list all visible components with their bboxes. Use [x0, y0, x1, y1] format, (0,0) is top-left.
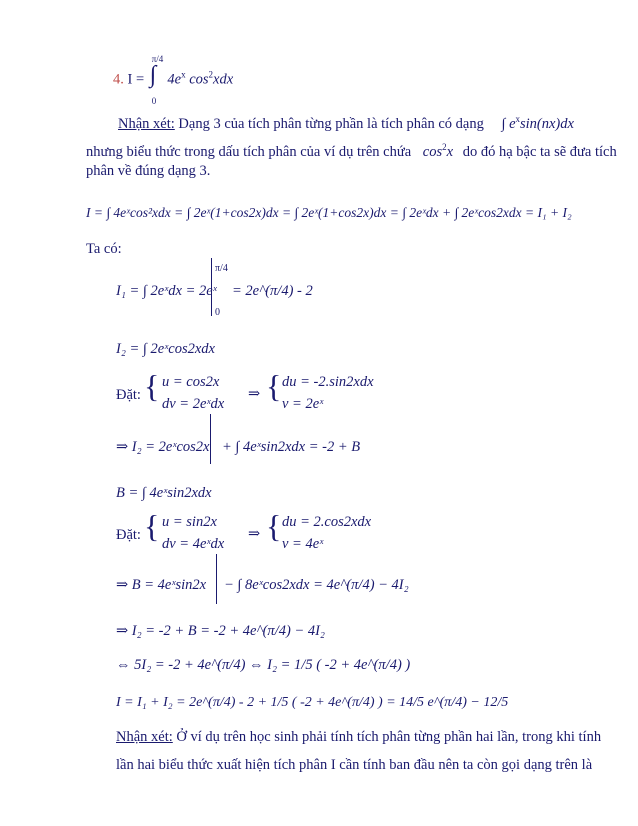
remark-2-label: Nhận xét: — [116, 729, 173, 745]
remark-form-sin: sin(nx)dx — [520, 115, 574, 132]
bar1-upper: π/4 — [215, 263, 228, 274]
implies-2-tail-text: − ∫ 8eˣcos2xdx = 4e^(π/4) − 4I₂ — [224, 577, 409, 593]
dat2-brace-left: { — [144, 508, 160, 544]
equation-main-text: I = ∫ 4eˣcos²xdx = ∫ 2eˣ(1+cos2x)dx = ∫ 2eˣ(1+cos2x)dx = ∫ 2eˣdx + ∫ 2eˣcos2xdx = I₁ + I₂ — [86, 205, 572, 220]
equation-main — [86, 204, 572, 222]
i1-result-text: = 2e^(π/4) - 2 — [232, 283, 313, 299]
dat2-text: Đặt: — [116, 527, 141, 543]
implies-4 — [116, 656, 410, 674]
remark-2 — [116, 728, 601, 746]
paragraph-line-2 — [86, 162, 210, 180]
implies-1-tail-text: + ∫ 4eˣsin2xdx = -2 + B — [222, 439, 361, 455]
taco-text: Ta có: — [86, 241, 122, 257]
implies-3-text: ⇒ I₂ = -2 + B = -2 + 4e^(π/4) − 4I₂ — [116, 623, 325, 639]
eval-bar-3 — [216, 554, 217, 604]
implies-1-tail — [222, 438, 360, 456]
dat2-dv — [162, 535, 224, 553]
dat2-du — [282, 513, 371, 531]
dat2-u — [162, 513, 217, 531]
integrand-xdx: xdx — [213, 71, 234, 88]
dat1-du — [282, 373, 374, 391]
dat1-u-text: u = cos2x — [162, 374, 220, 390]
problem-number: 4. — [113, 71, 124, 88]
para1-x: x — [446, 143, 454, 160]
integrand-4e: 4e — [167, 71, 182, 88]
bar1-lower: 0 — [215, 307, 220, 318]
implies-2-tail — [224, 576, 409, 594]
implies-2-text: ⇒ B = 4eˣsin2x — [116, 577, 207, 593]
i1-line — [116, 282, 217, 300]
problem-header: 4. I = π/4 ∫ 0 $4e^x$ $\cos^2xdx$ — [113, 54, 234, 106]
implies-1-text: ⇒ I₂ = 2eˣcos2x — [116, 439, 210, 455]
i2-text: I₂ = ∫ 2eˣcos2xdx — [116, 341, 215, 357]
remark-form-e: e — [509, 115, 516, 132]
eval-bar-1 — [211, 258, 212, 316]
dat1-dv-text: dv = 2eˣdx — [162, 396, 225, 412]
dat1-v-text: v = 2eˣ — [282, 396, 324, 412]
dat2-brace-right: { — [266, 508, 282, 544]
implies-1 — [116, 438, 209, 456]
dat2-label — [116, 526, 141, 544]
i1-result — [232, 282, 313, 300]
dat1-u — [162, 373, 219, 391]
implies-5-text: I = I₁ + I₂ = 2e^(π/4) - 2 + 1/5 ( -2 + 4e^(π/4) ) = 14/5 e^(π/4) − 12/5 — [116, 695, 509, 710]
paragraph-line-1: nhưng biểu thức trong dấu tích phân của ví dụ trên chứa $\cos^2x$ do đó hạ bậc ta sẽ đưa tích — [86, 142, 617, 160]
dat2-dv-text: dv = 4eˣdx — [162, 536, 225, 552]
dat1-brace-left: { — [144, 368, 160, 404]
dat2-v-text: v = 4eˣ — [282, 536, 324, 552]
dat2-arrow: ⇒ — [248, 526, 261, 542]
taco-label — [86, 240, 122, 258]
para1-tail: do đó hạ bậc ta sẽ đưa tích — [462, 143, 617, 160]
para1-cos: cos — [422, 143, 443, 160]
dat1-label — [116, 386, 141, 404]
remark-2-line2 — [116, 756, 592, 774]
remark-2-text2: lần hai biểu thức xuất hiện tích phân I cần tính ban đầu nên ta còn gọi dạng trên là — [116, 757, 593, 773]
para2-text: phân về đúng dạng 3. — [86, 163, 211, 179]
implies-3 — [116, 622, 325, 640]
integrand-cos: cos — [189, 71, 209, 88]
dat1-du-text: du = -2.sin2xdx — [282, 374, 374, 390]
remark-label: Nhận xét: — [118, 115, 175, 132]
b-text: B = ∫ 4eˣsin2xdx — [116, 485, 212, 501]
eval-bar-2 — [210, 414, 211, 464]
dat1-brace-right: { — [266, 368, 282, 404]
implies-2 — [116, 576, 206, 594]
dat1-text: Đặt: — [116, 387, 141, 403]
i1-text: I₁ = ∫ 2eˣdx = 2eˣ — [116, 283, 217, 299]
dat1-arrow: ⇒ — [248, 386, 261, 402]
implies-4-text: ⇔ 5I₂ = -2 + 4e^(π/4) ⇔ I₂ = 1/5 ( -2 + 4e^(π/4) ) — [116, 657, 411, 673]
remark-1: Nhận xét: Dạng 3 của tích phân từng phần là tích phân có dạng ∫ $e^x\sin(nx)dx$ — [118, 114, 574, 132]
problem-i: I = — [127, 71, 145, 88]
i2-line — [116, 340, 215, 358]
dat1-dv — [162, 395, 224, 413]
remark-2-text: Ở ví dụ trên học sinh phải tính tích phân từng phần hai lần, trong khi tính — [176, 729, 602, 745]
dat2-du-text: du = 2.cos2xdx — [282, 514, 372, 530]
dat2-u-text: u = sin2x — [162, 514, 217, 530]
remark-text: Dạng 3 của tích phân từng phần là tích phân có dạng — [178, 115, 484, 132]
implies-5 — [116, 694, 508, 712]
b-line — [116, 484, 212, 502]
dat2-v — [282, 535, 323, 553]
dat1-v — [282, 395, 323, 413]
integral-sign: π/4 ∫ 0 — [149, 54, 164, 106]
para1-text: nhưng biểu thức trong dấu tích phân của ví dụ trên chứa — [86, 143, 412, 160]
